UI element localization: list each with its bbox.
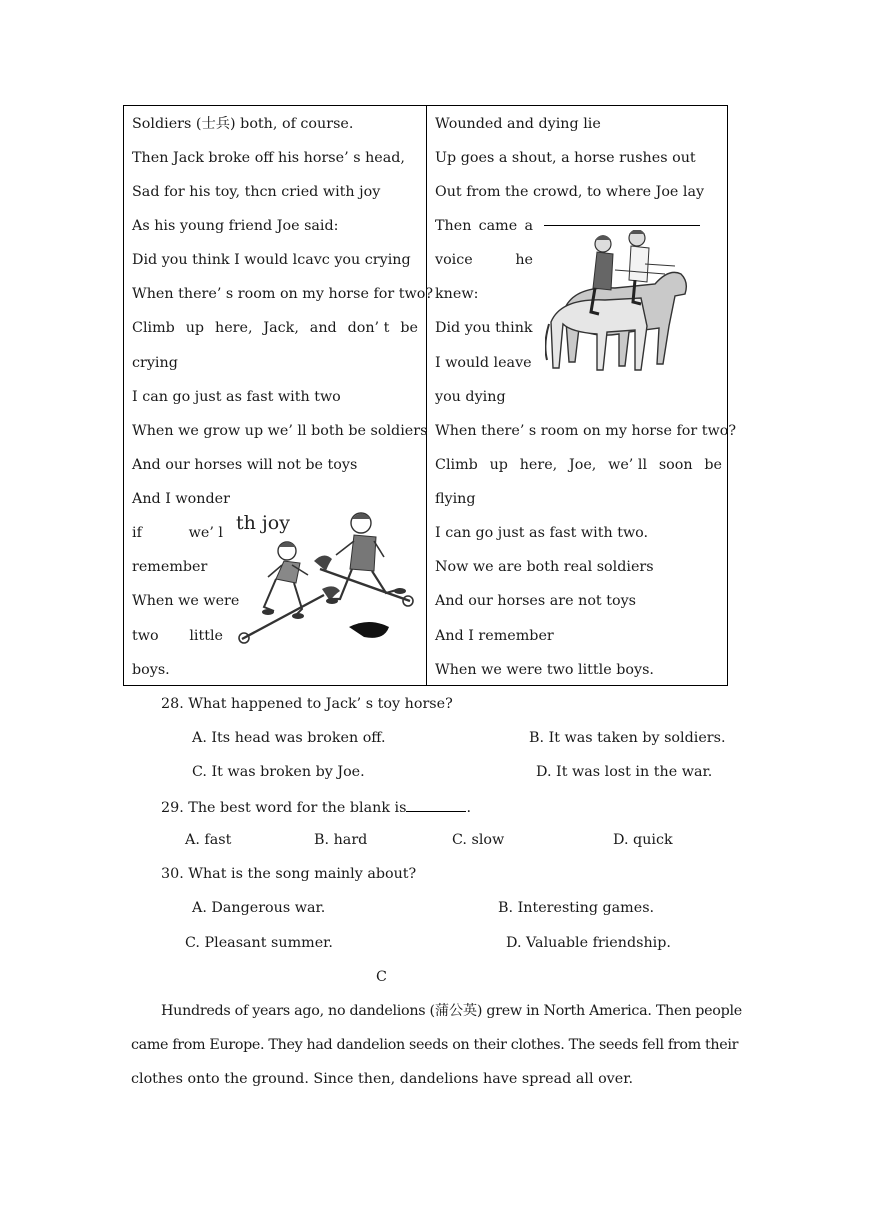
word: two	[132, 628, 159, 644]
q29-option-a: A. fast	[185, 832, 232, 848]
word: Joe,	[568, 457, 597, 473]
word: came	[478, 218, 518, 234]
word: a	[524, 218, 533, 234]
poem-line-justified	[435, 217, 533, 235]
word: voice	[435, 252, 473, 268]
question-29-period: .	[466, 800, 472, 816]
word: here,	[519, 457, 558, 473]
poem-line: Sad for his toy, thcn cried with joy	[132, 184, 381, 200]
poem-line: When we grow up we’ ll both be soldiers	[132, 423, 428, 439]
poem-line-justified	[132, 319, 418, 337]
q28-option-c: C. It was broken by Joe.	[192, 764, 365, 780]
poem-line: Did you think	[435, 320, 533, 336]
word: Jack,	[263, 320, 299, 336]
poem-line: When we were two little boys.	[435, 662, 654, 678]
q30-option-d: D. Valuable friendship.	[506, 935, 671, 951]
poem-line: flying	[435, 491, 476, 507]
poem-line: Out from the crowd, to where Joe lay	[435, 184, 705, 200]
word: he	[515, 252, 533, 268]
passage-line: Hundreds of years ago, no dandelions (蒲公英) grew in North America. Then people	[161, 1003, 742, 1019]
illustration-caption: th joy	[236, 512, 290, 534]
poem-line: When there’ s room on my horse for two?	[435, 423, 737, 439]
word: up	[185, 320, 205, 336]
poem-line-justified	[132, 524, 223, 542]
poem-line: And our horses will not be toys	[132, 457, 358, 473]
q29-option-d: D. quick	[613, 832, 673, 848]
word: Climb	[435, 457, 478, 473]
poem-line: Wounded and dying lie	[435, 116, 601, 132]
question-29-stem: 29. The best word for the blank is	[161, 800, 407, 816]
word: don’ t	[347, 320, 390, 336]
poem-line: boys.	[132, 662, 170, 678]
question-30: 30. What is the song mainly about?	[161, 866, 417, 882]
poem-line: you dying	[435, 389, 506, 405]
poem-line: As his young friend Joe said:	[132, 218, 339, 234]
poem-line: knew:	[435, 286, 479, 302]
word: if	[132, 525, 142, 541]
poem-line: remember	[132, 559, 208, 575]
poem-line: And our horses are not toys	[435, 593, 636, 609]
poem-line: I can go just as fast with two	[132, 389, 341, 405]
q29-option-c: C. slow	[452, 832, 505, 848]
word: here,	[214, 320, 253, 336]
poem-line: I would leave	[435, 355, 532, 371]
boys-toy-horses-illustration	[234, 509, 422, 671]
passage-line: clothes onto the ground. Since then, dandelions have spread all over.	[131, 1071, 634, 1087]
word: we’ ll	[608, 457, 648, 473]
poem-line: Did you think I would lcavc you crying	[132, 252, 411, 268]
poem-line-justified	[435, 251, 533, 269]
poem-line: Up goes a shout, a horse rushes out	[435, 150, 696, 166]
passage-line: came from Europe. They had dandelion seeds on their clothes. The seeds fell from their	[131, 1037, 739, 1053]
poem-line: When there’ s room on my horse for two?	[132, 286, 434, 302]
q30-option-c: C. Pleasant summer.	[185, 935, 333, 951]
word: be	[704, 457, 722, 473]
poem-line: And I remember	[435, 628, 554, 644]
q28-option-a: A. Its head was broken off.	[192, 730, 386, 746]
poem-table	[123, 105, 737, 686]
poem-line-justified	[132, 627, 223, 645]
question-28: 28. What happened to Jack’ s toy horse?	[161, 696, 453, 712]
section-heading: C	[376, 969, 387, 985]
word: soon	[658, 457, 693, 473]
poem-line: When we were	[132, 593, 240, 609]
q30-option-b: B. Interesting games.	[498, 900, 655, 916]
word: Then	[435, 218, 472, 234]
word: little	[189, 628, 223, 644]
word: we’ l	[188, 525, 223, 541]
word: Climb	[132, 320, 175, 336]
poem-line: Then Jack broke off his horse’ s head,	[132, 150, 405, 166]
word: up	[489, 457, 508, 473]
answer-blank	[406, 797, 466, 812]
poem-right-column	[427, 106, 737, 685]
q28-option-b: B. It was taken by soldiers.	[529, 730, 726, 746]
question-29	[161, 797, 471, 817]
q28-option-d: D. It was lost in the war.	[536, 764, 713, 780]
q30-option-a: A. Dangerous war.	[192, 900, 326, 916]
poem-line: And I wonder	[132, 491, 230, 507]
poem-line: Soldiers (士兵) both, of course.	[132, 116, 354, 132]
poem-line: crying	[132, 355, 178, 371]
answer-blank-line	[544, 225, 700, 226]
soldiers-horses-illustration	[545, 230, 697, 372]
word: be	[400, 320, 418, 336]
poem-line-justified	[435, 456, 722, 474]
poem-line: I can go just as fast with two.	[435, 525, 649, 541]
word: and	[309, 320, 337, 336]
poem-left-column	[124, 106, 434, 685]
poem-line: Now we are both real soldiers	[435, 559, 654, 575]
q29-option-b: B. hard	[314, 832, 368, 848]
